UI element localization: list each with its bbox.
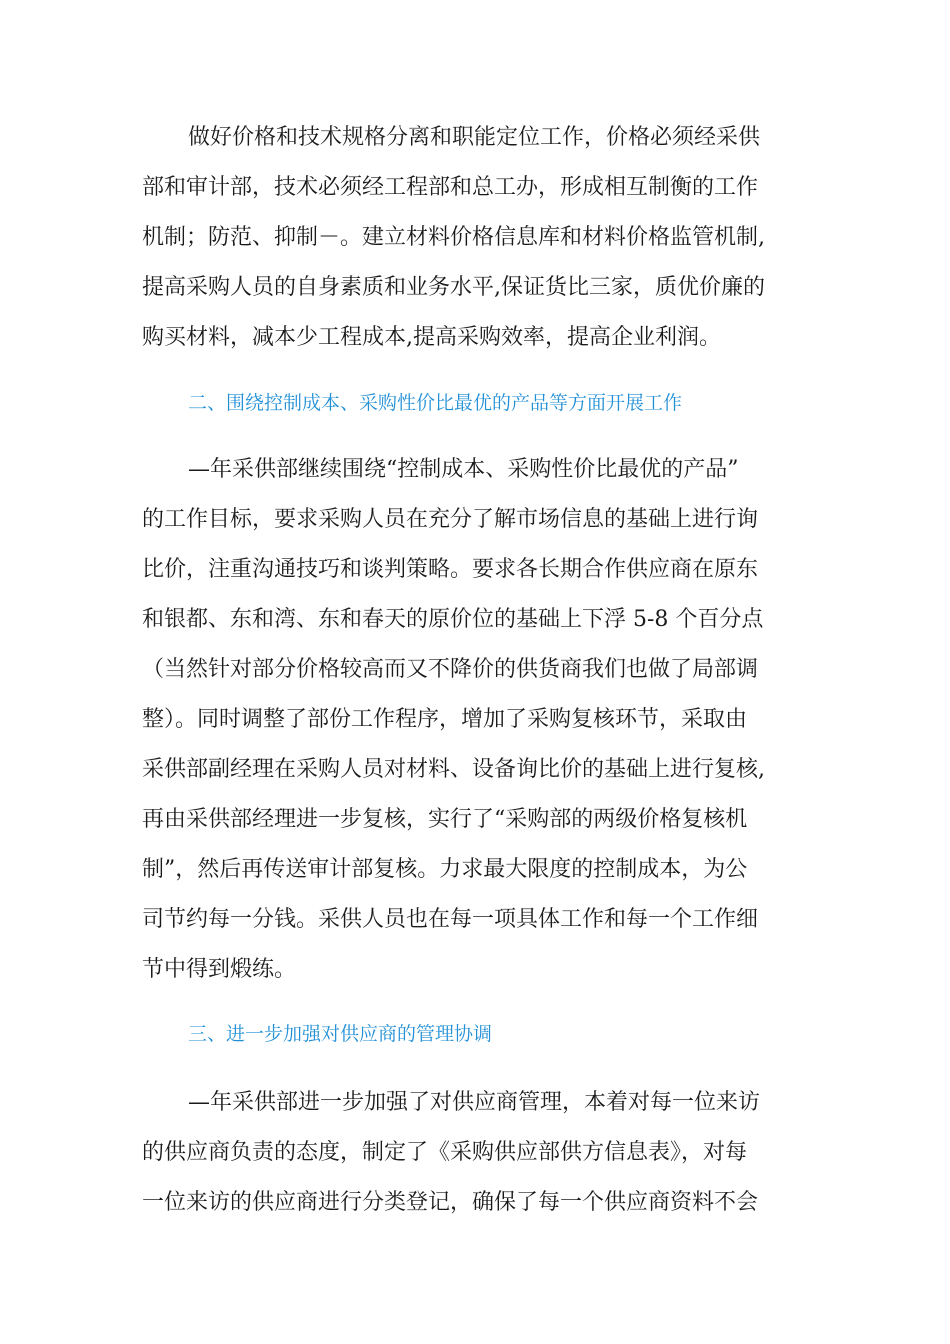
paragraph-2-line-6: 整）。同时调整了部份工作程序，增加了采购复核环节，采取由 <box>142 707 748 732</box>
paragraph-2-line-5: （当然针对部分价格较高而又不降价的供货商我们也做了局部调 <box>142 657 759 682</box>
paragraph-3-line-2: 的供应商负责的态度，制定了《采购供应部供方信息表》，对每 <box>142 1140 748 1165</box>
paragraph-2-line-8: 再由采供部经理进一步复核，实行了“采购部的两级价格复核机 <box>142 807 748 832</box>
paragraph-2-line-2: 的工作目标，要求采购人员在充分了解市场信息的基础上进行询 <box>142 507 759 532</box>
paragraph-1-line-5: 购买材料，减本少工程成本,提高采购效率，提高企业利润。 <box>142 325 721 350</box>
paragraph-3-line-1: —年采供部进一步加强了对供应商管理，本着对每一位来访 <box>188 1090 761 1115</box>
paragraph-2-line-3: 比价，注重沟通技巧和谈判策略。要求各长期合作供应商在原东 <box>142 557 759 582</box>
paragraph-2-line-9: 制”，然后再传送审计部复核。力求最大限度的控制成本，为公 <box>142 857 748 882</box>
paragraph-1-line-3: 机制；防范、抑制－。建立材料价格信息库和材料价格监管机制, <box>142 225 765 250</box>
paragraph-1-line-2: 部和审计部，技术必须经工程部和总工办，形成相互制衡的工作 <box>142 175 759 200</box>
paragraph-1-line-4: 提高采购人员的自身素质和业务水平,保证货比三家，质优价廉的 <box>142 275 765 300</box>
paragraph-2-line-4: 和银都、东和湾、东和春天的原价位的基础上下浮 5-8 个百分点 <box>142 607 764 632</box>
section-heading-3: 三、进一步加强对供应商的管理协调 <box>188 1023 493 1045</box>
section-heading-2: 二、围绕控制成本、采购性价比最优的产品等方面开展工作 <box>188 392 683 414</box>
paragraph-2-line-1: —年采供部继续围绕“控制成本、采购性价比最优的产品” <box>188 457 739 482</box>
paragraph-2-line-11: 节中得到煅练。 <box>142 957 297 982</box>
paragraph-2-line-7: 采供部副经理在采购人员对材料、设备询比价的基础上进行复核, <box>142 757 765 782</box>
paragraph-3-line-3: 一位来访的供应商进行分类登记，确保了每一个供应商资料不会 <box>142 1190 759 1215</box>
paragraph-2-line-10: 司节约每一分钱。采供人员也在每一项具体工作和每一个工作细 <box>142 907 759 932</box>
paragraph-1-line-1: 做好价格和技术规格分离和职能定位工作，价格必须经采供 <box>188 125 761 150</box>
